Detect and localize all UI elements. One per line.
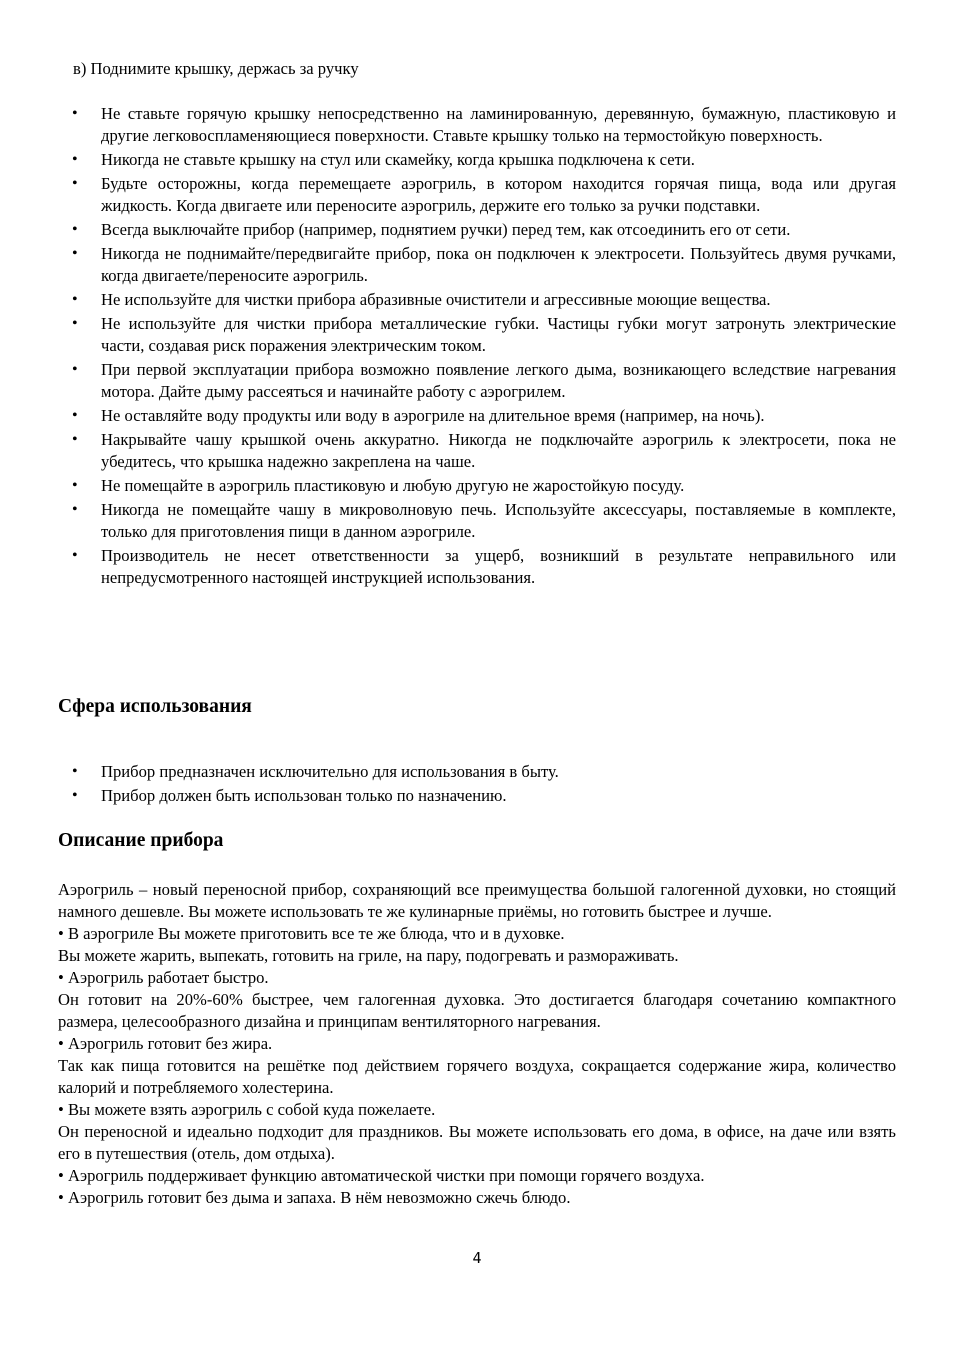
bullet-icon: • [72, 431, 78, 448]
bullet-icon: • [72, 407, 78, 424]
bullet-icon: • [72, 477, 78, 494]
bullet-icon: • [72, 547, 78, 564]
paragraph: Он готовит на 20%-60% быстрее, чем галогенная духовка. Это достигается благодаря сочетанию компактного размера, целесообразного дизайна и принципам вентиляторного нагревания. [58, 990, 896, 1031]
list-item: • Никогда не поднимайте/передвигайте прибор, пока он подключен к электросети. Пользуйтесь двумя ручками, когда двигаете/переносите аэрогриль. [72, 244, 896, 285]
bullet-icon: • [72, 105, 78, 122]
list-item: • Прибор должен быть использован только по назначению. [72, 786, 507, 805]
list-item: • При первой эксплуатации прибора возможно появление легкого дыма, возникающего вследствие нагревания мотора. Дайте дыму рассеяться и начинайте работу с аэрогрилем. [72, 360, 896, 401]
list-item: • Производитель не несет ответственности за ущерб, возникший в результате неправильного или непредусмотренного настоящей инструкцией использования. [72, 546, 896, 587]
bullet-icon: • [72, 361, 78, 378]
bullet-icon: • [72, 221, 78, 238]
scope-bullet-list [58, 761, 896, 809]
bullet-icon: • [72, 763, 78, 780]
paragraph: • Аэрогриль готовит без дыма и запаха. В нём невозможно сжечь блюдо. [58, 1188, 571, 1207]
paragraph: Вы можете жарить, выпекать, готовить на гриле, на пару, подогревать и размораживать. [58, 946, 679, 965]
list-item: • Не используйте для чистки прибора абразивные очистители и агрессивные моющие вещества. [72, 290, 771, 309]
paragraph: • В аэрогриле Вы можете приготовить все те же блюда, что и в духовке. [58, 924, 565, 943]
paragraph: Так как пища готовится на решётке под действием горячего воздуха, сокращается содержание жира, количество калорий и потребляемого холестерина. [58, 1056, 896, 1097]
list-item: • Не ставьте горячую крышку непосредственно на ламинированную, деревянную, бумажную, пластиковую и другие легковоспламеняющиеся поверхности. Ставьте крышку только на термостойкую поверхность. [72, 104, 896, 145]
list-item: • Не используйте для чистки прибора металлические губки. Частицы губки могут затронуть электрические части, создавая риск поражения электрическим током. [72, 314, 896, 355]
bullet-icon: • [72, 175, 78, 192]
bullet-icon: • [72, 291, 78, 308]
list-item: • Накрывайте чашу крышкой очень аккуратно. Никогда не подключайте аэрогриль к электросети, пока не убедитесь, что крышка надежно закреплена на чаше. [72, 430, 896, 471]
list-item: • Будьте осторожны, когда перемещаете аэрогриль, в котором находится горячая пища, вода или другая жидкость. Когда двигаете или переносите аэрогриль, держите его только за ручки подставки. [72, 174, 896, 215]
bullet-icon: • [72, 151, 78, 168]
paragraph: Аэрогриль – новый переносной прибор, сохраняющий все преимущества большой галогенной духовки, но стоящий намного дешевле. Вы можете использовать те же кулинарные приёмы, но готовить быстрее и лучше. [58, 880, 896, 921]
intro-step-text: в) Поднимите крышку, держась за ручку [73, 59, 359, 78]
bullet-icon: • [72, 245, 78, 262]
scope-heading: Сфера использования [58, 696, 252, 717]
paragraph: • Аэрогриль готовит без жира. [58, 1034, 273, 1053]
description-body [58, 879, 896, 1209]
list-item: • Не оставляйте воду продукты или воду в аэрогриле на длительное время (например, на ночь). [72, 406, 765, 425]
paragraph: • Аэрогриль работает быстро. [58, 968, 269, 987]
list-item: • Всегда выключайте прибор (например, поднятием ручки) перед тем, как отсоединить его от сети. [72, 220, 791, 239]
paragraph: • Аэрогриль поддерживает функцию автоматической чистки при помощи горячего воздуха. [58, 1166, 705, 1185]
page-number: 4 [472, 1249, 482, 1267]
description-heading: Описание прибора [58, 830, 224, 851]
bullet-icon: • [72, 501, 78, 518]
safety-bullet-list [58, 103, 896, 591]
list-item: • Никогда не ставьте крышку на стул или скамейку, когда крышка подключена к сети. [72, 150, 695, 169]
list-item: • Никогда не помещайте чашу в микроволновую печь. Используйте аксессуары, поставляемые в комплекте, только для приготовления пищи в данном аэрогриле. [72, 500, 896, 541]
bullet-icon: • [72, 787, 78, 804]
bullet-icon: • [72, 315, 78, 332]
paragraph: • Вы можете взять аэрогриль с собой куда пожелаете. [58, 1100, 436, 1119]
list-item: • Не помещайте в аэрогриль пластиковую и любую другую не жаростойкую посуду. [72, 476, 685, 495]
paragraph: Он переносной и идеально подходит для праздников. Вы можете использовать его дома, в офисе, на даче или взять его в путешествия (отель, дом отдыха). [58, 1122, 896, 1163]
list-item: • Прибор предназначен исключительно для использования в быту. [72, 762, 559, 781]
